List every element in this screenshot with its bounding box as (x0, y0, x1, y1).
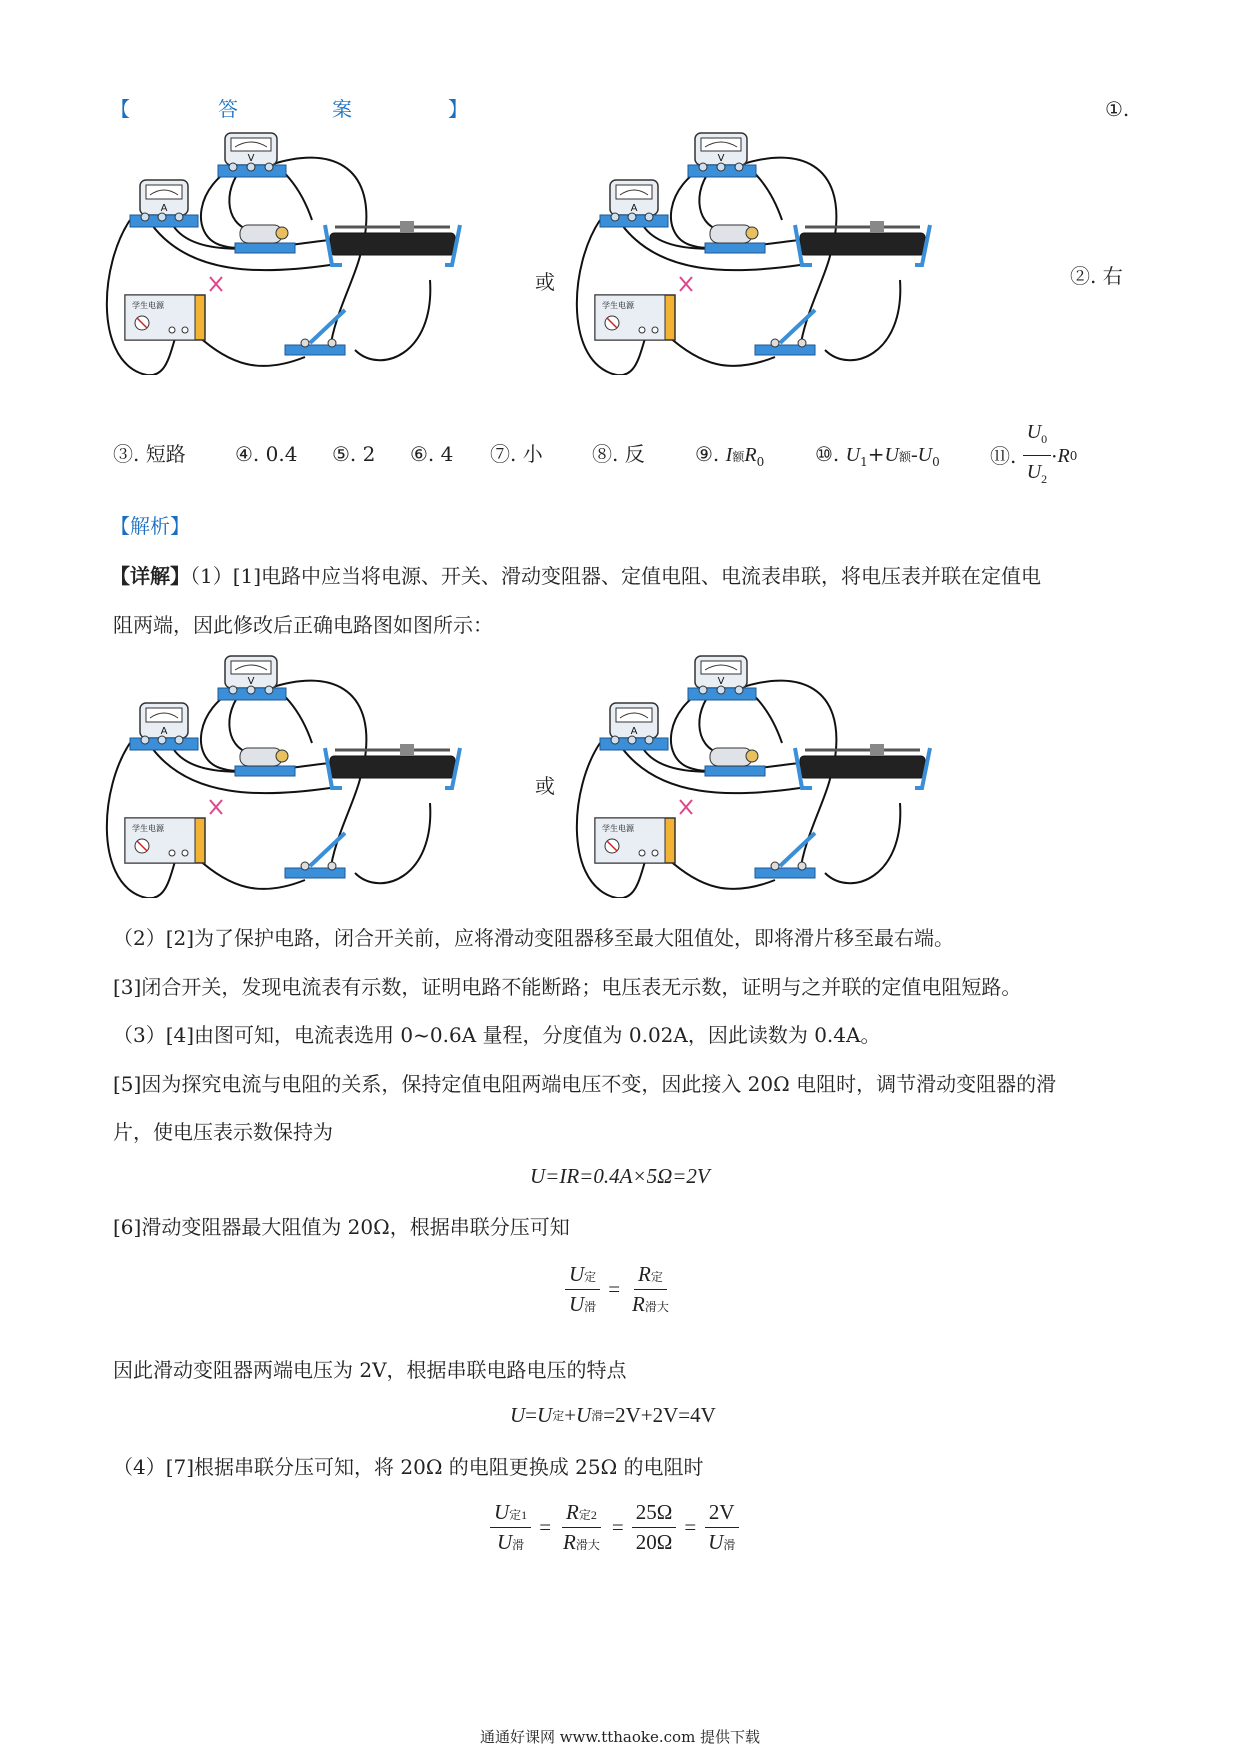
answer-3: ③. 短路 (113, 442, 186, 466)
answer-10: ⑩. $U_1+U$额$-U_0$ (815, 442, 940, 469)
or-label-1: 或 (535, 270, 555, 294)
circuit-figure-analysis-1 (100, 648, 480, 898)
analysis-p6: [6]滑动变阻器最大阻值为 20Ω，根据串联分压可知 (113, 1215, 570, 1239)
footer: 通通好课网 www.tthaoke.com 提供下载 (479, 1728, 761, 1746)
analysis-p2: （2）[2]为了保护电路，闭合开关前，应将滑动变阻器移至最大阻值处，即将滑片移至最右端。 (113, 926, 955, 950)
answer-1: ①. (1105, 97, 1130, 121)
circuit-figure-analysis-2 (570, 648, 950, 898)
equation-3: U = U 定 + U 滑 =2V+2V=4V (510, 1403, 716, 1427)
analysis-label: 【解析】 (110, 514, 190, 538)
equation-4: $\frac{\text{U定1}}{\text{U滑}}$ = $\frac{\text{R定2}}{\text{R滑大}}$ = $\frac{25\Omega}{20\Omega}$ = $\frac{2V}{\text{U滑}}$ (490, 1500, 739, 1555)
circuit-figure-answer-1 (100, 125, 480, 375)
analysis-p3: [3]闭合开关，发现电流表有示数，证明电路不能断路；电压表无示数，证明与之并联的定值电阻短路。 (113, 975, 1022, 999)
answer-char-2: 案 (332, 97, 352, 121)
answer-5: ⑤. 2 (332, 442, 376, 466)
answer-6: ⑥. 4 (410, 442, 454, 466)
analysis-p1-line1: 【详解】（1）[1]电路中应当将电源、开关、滑动变阻器、定值电阻、电流表串联，将电压表并联在定值电 (110, 564, 1042, 588)
answer-11: ⑪. $\frac{U_0}{U_2}$ · R 0 (990, 418, 1077, 493)
answer-8: ⑧. 反 (592, 442, 645, 466)
or-label-2: 或 (535, 774, 555, 798)
analysis-p1-line2: 阻两端，因此修改后正确电路图如图所示： (113, 613, 493, 637)
analysis-p5-line2: 片，使电压表示数保持为 (113, 1120, 333, 1144)
answer-7: ⑦. 小 (490, 442, 543, 466)
analysis-p8: （4）[7]根据串联分压可知，将 20Ω 的电阻更换成 25Ω 的电阻时 (113, 1455, 704, 1479)
answer-9: ⑨. I额$R_0$ (695, 442, 765, 469)
answer-char-1: 答 (218, 97, 238, 121)
circuit-figure-answer-2 (570, 125, 950, 375)
answer-bracket-open: 【 (110, 97, 130, 121)
answer-bracket-close: 】 (448, 97, 468, 121)
answer-2: ②. 右 (1070, 264, 1123, 288)
equation-2: $\frac{\text{U定}}{\text{U滑}}$ = $\frac{\text{R定}}{\text{R滑大}}$ (565, 1262, 673, 1317)
equation-1: U=IR=0.4A×5Ω=2V (530, 1164, 710, 1188)
analysis-p4: （3）[4]由图可知，电流表选用 0~0.6A 量程，分度值为 0.02A，因此读数为 0.4A。 (113, 1023, 881, 1047)
analysis-p5-line1: [5]因为探究电流与电阻的关系，保持定值电阻两端电压不变，因此接入 20Ω 电阻时，调节滑动变阻器的滑 (113, 1072, 1057, 1096)
analysis-p7: 因此滑动变阻器两端电压为 2V，根据串联电路电压的特点 (113, 1358, 627, 1382)
answer-4: ④. 0.4 (235, 442, 298, 466)
